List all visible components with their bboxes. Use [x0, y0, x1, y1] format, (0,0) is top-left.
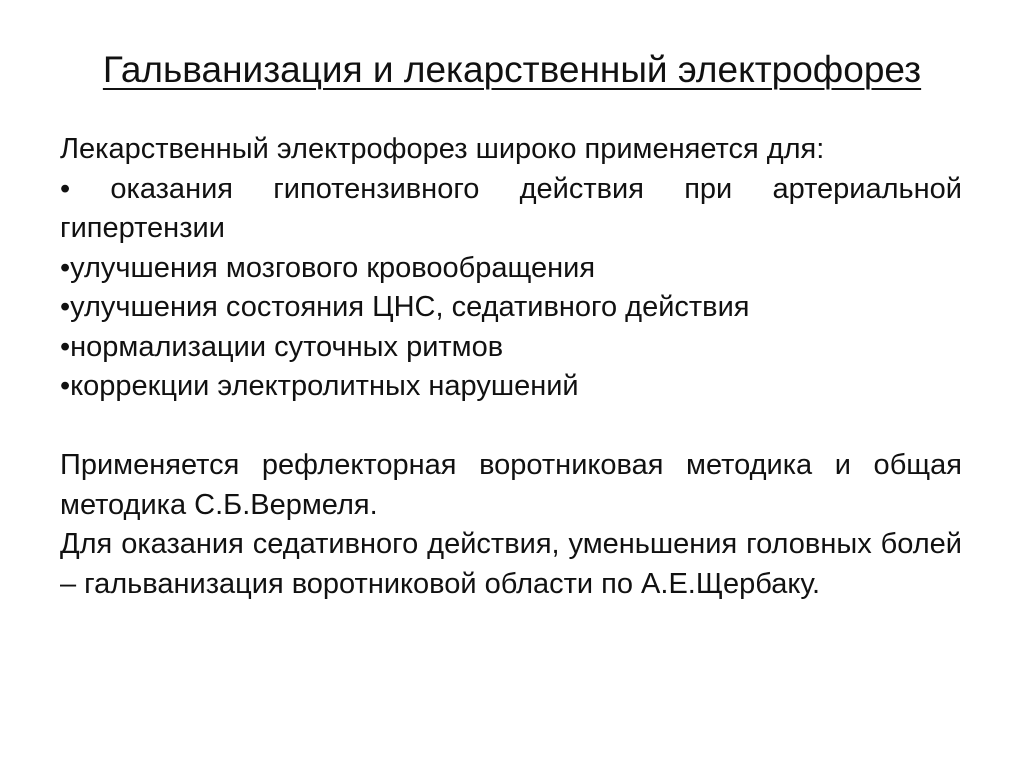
slide-body: [60, 130, 962, 604]
bullet-item: •коррекции электролитных нарушений: [60, 370, 579, 402]
bullet-item: •улучшения состояния ЦНС, седативного действия: [60, 291, 750, 323]
paragraph: Для оказания седативного действия, уменьшения головных болей – гальванизация воротниковой области по А.Е.Щербаку.: [60, 528, 962, 600]
paragraph: Применяется рефлекторная воротниковая методика и общая методика С.Б.Вермеля.: [60, 449, 962, 521]
bullet-item: •нормализации суточных ритмов: [60, 330, 504, 363]
bullet-item: • оказания гипотензивного действия при артериальной гипертензии: [60, 172, 962, 244]
bullet-item: •улучшения мозгового кровообращения: [60, 251, 596, 284]
intro-text: Лекарственный электрофорез широко применяется для:: [60, 133, 825, 165]
slide-title: Гальванизация и лекарственный электрофорез: [102, 49, 922, 90]
paragraph-spacer: [60, 407, 962, 447]
